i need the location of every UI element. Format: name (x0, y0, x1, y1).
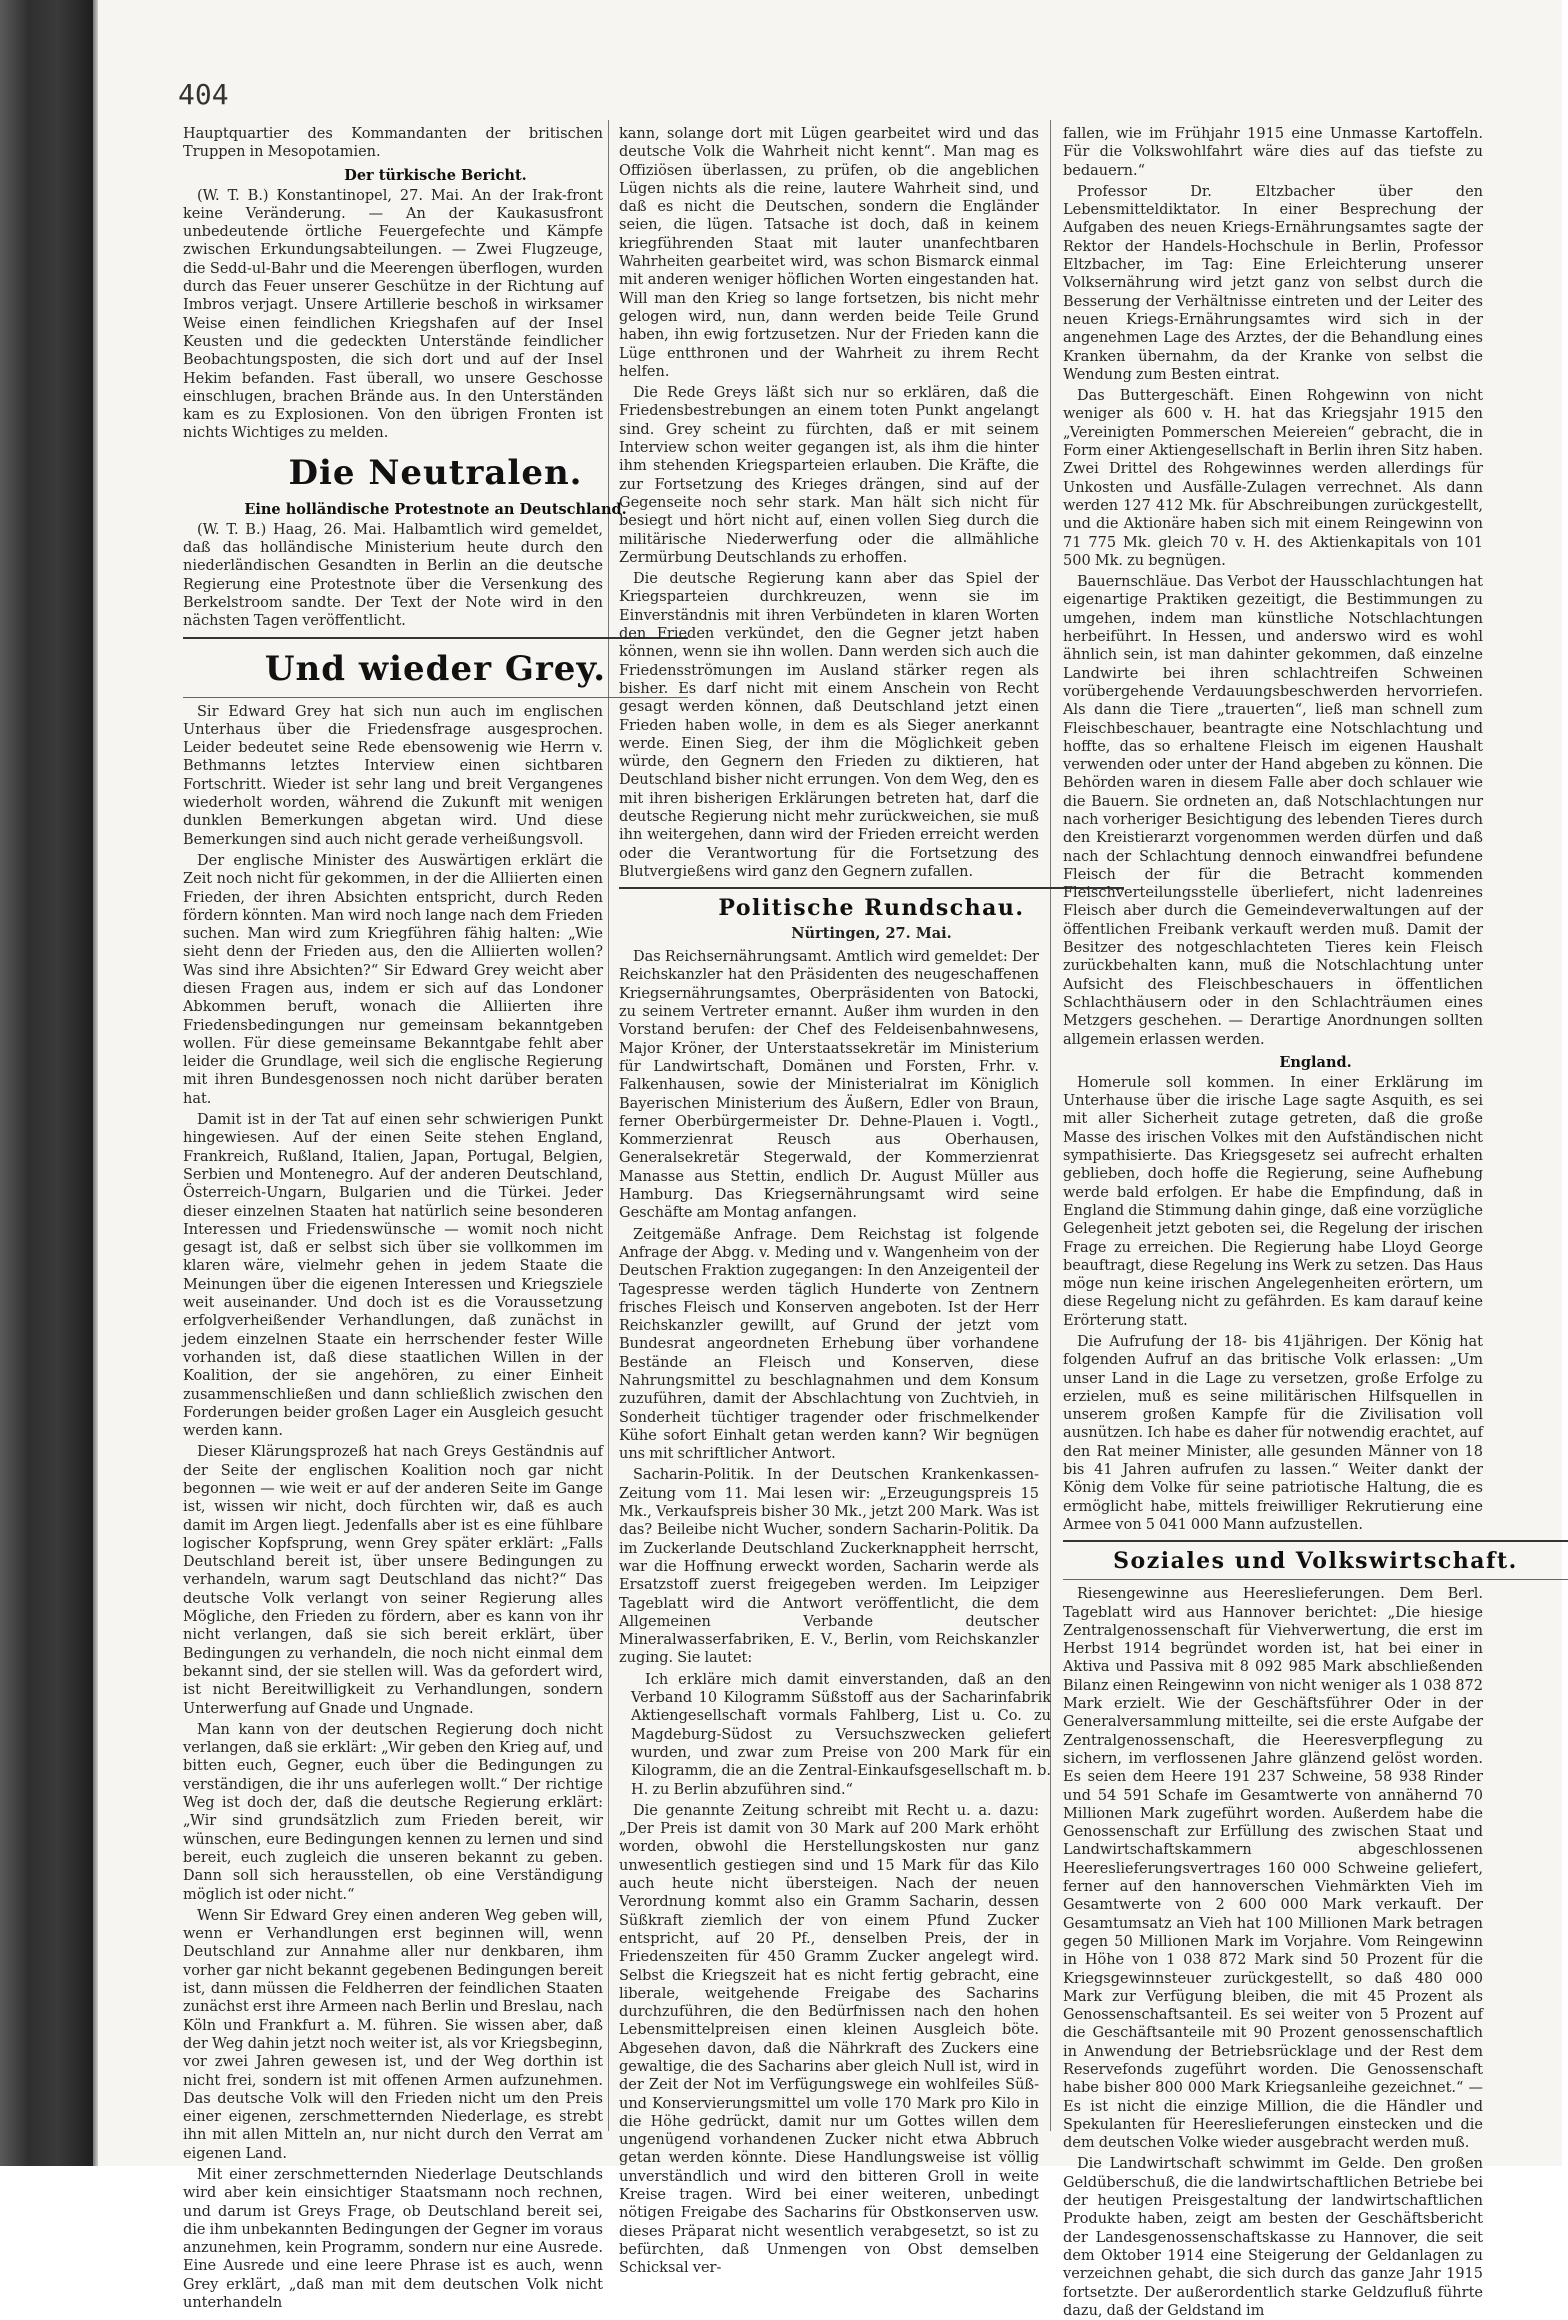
article-paragraph: (W. T. B.) Haag, 26. Mai. Halbamtlich wird gemeldet, daß das holländische Ministerium heute durch den niederländischen Gesandten in Berlin an die deutsche Regierung eine Protestnote über die Versenkung des Berkelstroom sandte. Der Text der Note wird in den nächsten Tagen veröffentlicht. (183, 521, 603, 630)
separator (1063, 1579, 1568, 1580)
column-1 (183, 125, 688, 2312)
quoted-text: Ich erkläre mich damit einverstanden, daß an den Verband 10 Kilogramm Süßstoff aus der Sacharinfabrik Aktiengesellschaft vormals Fahlberg, List u. Co. zu Magdeburg-Südost zu Versuchszwecken geliefert wurden, und zwar zum Preise von 200 Mark für ein Kilogramm, die an die Zentral-Einkaufsgesellschaft m. b. H. zu Berlin abzuführen sind.“ (631, 1671, 1051, 1798)
news-item: Die Aufrufung der 18- bis 41jährigen. Der König hat folgenden Aufruf an das britische Volk erlassen: „Um unser Land in die Lage zu versetzen, große Erfolge zu erzielen, muß es seine militärischen Hilfsquellen in unserem großen Kampfe für die Zivilisation voll ausnützen. Ich habe es daher für notwendig erachtet, auf den Rat meiner Minister, alle gesunden Männer von 18 bis 41 Jahren aufrufen zu lassen.“ Weiter dankt der König dem Volke für seine patriotische Haltung, die es ermöglicht habe, mittels freiwilliger Rekrutierung eine Armee von 5 041 000 Mann aufzustellen. (1063, 1334, 1483, 1533)
page-number: 404 (178, 78, 229, 111)
article-continuation: fallen, wie im Frühjahr 1915 eine Unmasse Kartoffeln. Für die Volkswohlfahrt wäre dies auf das tiefste zu bedauern.“ (1063, 126, 1483, 179)
news-item: Riesengewinne aus Heereslieferungen. Dem Berl. Tageblatt wird aus Hannover berichtet: „Die hiesige Zentralgenossenschaft für Viehverwertung, die erst im Herbst 1914 begründet worden ist, hat bei einer in Aktiva und Passiva mit 8 092 985 Mark abschließenden Bilanz einen Reingewinn von nicht weniger als 1 038 872 Mark erzielt. Wie der Geschäftsführer Oder in der Generalversammlung mitteilte, sei die erste Aufgabe der Zentralgenossenschaft, die Heeresverpflegung zu sichern, im verflossenen Jahre glänzend gelöst worden. Es seien dem Heere 191 237 Schweine, 58 938 Rinder und 54 591 Schafe im Gesamtwerte von annähernd 70 Millionen Mark zugeführt worden. Außerdem habe die Genossenschaft zur Erfüllung des zwischen Staat und Landwirtschaftskammern abgeschlossenen Heereslieferungsvertrages 160 000 Schweine geliefert, ferner auf den hannoverschen Viehmärkten Vieh im Gesamtwerte von 2 600 000 Mark verkauft. Der Gesamtumsatz an Vieh hat 100 Millionen Mark betragen gegen 50 Millionen Mark im Vorjahre. Vom Reingewinn in Höhe von 1 038 872 Mark sind 50 Prozent für die Kriegsgewinnsteuer zurückgestellt, so daß 480 000 Mark zur Verfügung bleiben, die mit 45 Prozent als Genossenschaftsanteil. Es sei weiter von 5 Prozent auf die Geschäftsanteile mit 90 Prozent genossenschaftlich in Anwendung der Betriebsrücklage und der Rest dem Reservefonds zugeführt worden. Die Genossenschaft habe bisher 800 000 Mark Kriegsanleihe gezeichnet.“ — Es ist nicht die einzige Million, die die Händler und Spekulanten für Heereslieferungen einstecken und die dem deutschen Volke wieder ausgebracht werden muß. (1063, 1586, 1483, 2152)
news-item: Sacharin-Politik. In der Deutschen Krankenkassen-Zeitung vom 11. Mai lesen wir: „Erzeugungspreis 15 Mk., Verkaufspreis bisher 30 Mk., jetzt 200 Mark. Was ist das? Beileibe nicht Wucher, sondern Sacharin-Politik. Da im Zuckerlande Deutschland Zuckerknappheit herrscht, war die Hoffnung erweckt worden, Sacharin werde als Ersatzstoff zuerst freigegeben werden. Im Leipziger Tageblatt wird die Antwort veröffentlicht, die dem Allgemeinen Verbande deutscher Mineralwasserfabriken, E. V., Berlin, vom Reichskanzler zuging. Sie lautet: (619, 1467, 1039, 1667)
section-subheading: Eine holländische Protestnote an Deutschland. (244, 500, 627, 518)
article-headline: Und wieder Grey. (264, 648, 607, 689)
news-item: Professor Dr. Eltzbacher über den Lebensmitteldiktator. In einer Besprechung der Aufgaben des neuen Kriegs-Ernährungsamtes sagte der Rektor der Handels-Hochschule in Berlin, Professor Eltzbacher, im Tag: Eine Erleichterung unserer Volksernährung wird jetzt ganz von selbst durch die Besserung der Verhältnisse eintreten und der Leiter des neuen Kriegs-Ernährungsamtes wird sich in der angenehmen Lage des Arztes, der die Behandlung eines Kranken übernahm, da der Kranke von selbst die Wendung zum Besten eintrat. (1063, 183, 1483, 383)
section-subheading: England. (1279, 1053, 1352, 1071)
article-paragraph: Mit einer zerschmetternden Niederlage Deutschlands wird aber kein einsichtiger Staatsmann noch rechnen, und darum ist Greys Frage, ob Deutschland bereit sei, die ihm unbekannten Bedingungen der Gegner im voraus anzunehmen, kein Programm, sondern nur eine Ausrede. Eine Ausrede und eine leere Phrase ist es auch, wenn Grey erklärt, „daß man mit dem deutschen Volk nicht unterhandeln (183, 2166, 603, 2312)
article-continuation: kann, solange dort mit Lügen gearbeitet wird und das deutsche Volk die Wahrheit nicht kennt“. Man mag es Offiziösen überlassen, zu prüfen, ob die angeblichen Lügen nichts als die reine, lautere Wahrheit sind, und daß es nicht die Deutschen, sondern die Engländer seien, die lügen. Tatsache ist doch, daß in keinem kriegführenden Staat mit lauter unanfechtbaren Wahrheiten gearbeitet wird, was schon Bismarck einmal mit anderen weniger höflichen Worten eingestanden hat. Will man den Krieg so lange fortsetzen, bis nicht mehr gelogen wird, nun, dann werden beide Teile Grund haben, ihn ewig fortzusetzen. Nur der Frieden kann die Lüge entthronen und der Wahrheit zu ihrem Recht helfen. (619, 126, 1039, 380)
dateline: Nürtingen, 27. Mai. (791, 925, 952, 943)
section-subheading: Der türkische Bericht. (344, 166, 527, 184)
column-2 (619, 125, 1124, 2277)
article-paragraph: Wenn Sir Edward Grey einen anderen Weg geben will, wenn er Verhandlungen erst beginnen will, wenn Deutschland zur Annahme aller nur denkbaren, ihm vorher gar nicht bekannt gegebenen Bedingungen bereit ist, dann müssen die Feldherren der feindlichen Staaten zunächst erst ihre Armeen nach Berlin und Breslau, nach Köln und Frankfurt a. M. führen. Sie wissen aber, daß der Weg dahin jetzt noch weiter ist, als vor Kriegsbeginn, vor zwei Jahren gewesen ist, und der Weg dorthin ist nicht frei, sondern ist mit offenen Armen aufzunehmen. Das deutsche Volk will den Frieden nicht um den Preis einer eigenen, zerschmetternden Niederlage, es strebt ihn mit allen Mitteln an, nur nicht durch den Verrat am eigenen Land. (183, 1907, 603, 2162)
news-item: Das Buttergeschäft. Einen Rohgewinn von nicht weniger als 600 v. H. hat das Kriegsjahr 1915 den „Vereinigten Pommerschen Meiereien“ gebracht, die in Form einer Aktiengesellschaft in Berlin ihren Sitz haben. Zwei Drittel des Rohgewinnes werden allerdings für Unkosten und Ausfälle-Zulagen verrechnet. Als dann werden 127 412 Mk. für Abschreibungen zurückgestellt, und die Aktionäre haben sich mit einem Reingewinn von 71 775 Mk. gleich 70 v. H. des Aktienkapitals von 101 500 Mk. zu begnügen. (1063, 388, 1483, 569)
article-paragraph: Die Rede Greys läßt sich nur so erklären, daß die Friedensbestrebungen an einem toten Punkt angelangt sind. Grey scheint zu fürchten, daß er mit seinem Interview schon weiter gegangen ist, als ihm die hinter ihm stehenden Kriegsparteien erlauben. Die Kräfte, die zur Fortsetzung des Krieges drängen, sind auf der Gegenseite noch sehr stark. Man hält sich nicht für besiegt und hört nicht auf, einen vollen Sieg durch die militärische Niederwerfung oder die allmähliche Zermürbung Deutschlands zu erhoffen. (619, 385, 1039, 566)
news-item: Die Landwirtschaft schwimmt im Gelde. Den großen Geldüberschuß, die die landwirtschaftlichen Betriebe bei der heutigen Preisgestaltung der landwirtschaftlichen Produkte haben, zeigt am besten der Geschäftsbericht der Landesgenossenschaftskasse zu Hannover, die seit dem Oktober 1914 eine Steigerung der Geldanlagen zu verzeichnen gehabt, die sich durch das ganze Jahr 1915 fortsetzte. Der außerordentlich starke Geldzufluß führte dazu, daß der Geldstand im (1063, 2156, 1483, 2319)
separator (183, 697, 688, 698)
section-heading: Politische Rundschau. (718, 895, 1025, 922)
article-paragraph: Die genannte Zeitung schreibt mit Recht u. a. dazu: „Der Preis ist damit von 30 Mark auf 200 Mark erhöht worden, obwohl die Herstellungskosten nur ganz unwesentlich gestiegen sind und 15 Mark für das Kilo auch heute nicht übersteigen. Nach der neuen Verordnung kommt also ein Gramm Sacharin, dessen Süßkraft ziemlich der von einem Pfund Zucker entspricht, auf 20 Pf., denselben Preis, der in Friedenszeiten für 450 Gramm Zucker angelegt wird. Selbst die Kriegszeit hat es nicht fertig gebracht, eine liberale, weitgehende Freigabe des Sacharins durchzuführen, die den Bedürfnissen nach den hohen Lebensmittelpreisen einen kleinen Ausgleich böte. Abgesehen davon, daß die Nährkraft des Zuckers eine gewaltige, die des Sacharins aber gleich Null ist, wird in der Zeit der Not im Verfügungswege ein wohlfeiles Süß- und Konservierungsmittel um volle 170 Mark pro Kilo in die Höhe gedrückt, damit nur um Gottes willen dem ungenügend vorhandenen Zucker nicht etwa Abbruch getan werden könnte. Diese Handlungsweise ist völlig unverständlich und wird den bitteren Groll in weite Kreise tragen. Wird bei einer weiteren, unbedingt nötigen Freigabe des Sacharins für Obstkonserven usw. dieses Präparat nicht wesentlich verabgesetzt, so ist zu befürchten, daß Unmengen von Obst demselben Schicksal ver- (619, 1802, 1039, 2277)
section-heading: Die Neutralen. (288, 452, 583, 493)
column-3 (1063, 125, 1568, 2319)
article-paragraph: (W. T. B.) Konstantinopel, 27. Mai. An der Irak-front keine Veränderung. — An der Kaukasusfront unbedeutende örtliche Feuergefechte und Kämpfe zwischen Erkundungsabteilungen. — Zwei Flugzeuge, die Sedd-ul-Bahr und die Meerengen überflogen, wurden durch das Feuer unserer Geschütze in der Richtung auf Imbros verjagt. Unsere Artillerie beschoß in wirksamer Weise einen feindlichen Kriegshafen auf der Insel Keusten und die gedeckten Unterstände feindlicher Beobachtungsposten, die sich dort und auf der Insel Hekim befanden. Fast überall, wo unsere Geschosse einschlugen, brachen Brände aus. In den Unterständen kam es zu Explosionen. Von den übrigen Fronten ist nichts Wichtiges zu melden. (183, 187, 603, 442)
article-paragraph: Die deutsche Regierung kann aber das Spiel der Kriegsparteien durchkreuzen, wenn sie im Einverständnis mit ihren Verbündeten in klaren Worten den Frieden verkündet, den die Gegner jetzt haben können, wenn sie ihn wollen. Dann werden sich auch die Friedensströmungen im Ausland stärker regen als bisher. Es darf nicht mit einem Anschein von Recht gesagt werden können, daß Deutschland jetzt einen Frieden haben wolle, in dem es als Sieger anerkannt werde. Einen Sieg, der ihm die Möglichkeit geben würde, den Gegnern den Frieden zu diktieren, hat Deutschland bisher nicht errungen. Von dem Weg, den es mit ihren bisherigen Erklärungen betreten hat, darf die deutsche Regierung nicht mehr zurückweichen, sie muß ihn weitergehen, dann wird der Frieden erreicht werden oder die Verantwortung für die Fortsetzung des Blutvergießens wird ganz den Gegnern zufallen. (619, 571, 1039, 880)
article-paragraph: Sir Edward Grey hat sich nun auch im englischen Unterhaus über die Friedensfrage ausgesprochen. Leider bedeutet seine Rede ebensowenig wie Herrn v. Bethmanns letztes Interview einen sichtbaren Fortschritt. Wieder ist sehr lang und breit Vergangenes wiederholt worden, während die Zukunft mit wenigen dunklen Bemerkungen abgetan wird. Und diese Bemerkungen sind auch nicht gerade verheißungsvoll. (183, 703, 603, 848)
article-paragraph: Der englische Minister des Auswärtigen erklärt die Zeit noch nicht für gekommen, in der die Alliierten einen Frieden, der ihren Absichten entspricht, durch Reden fördern könnten. Man wird noch lange nach dem Frieden suchen. Man wird zum Kriegführen fähig halten: „Wie sieht denn der Frieden aus, den die Alliierten wollen? Was sind ihre Absichten?“ Sir Edward Grey weicht aber diesen Fragen aus, indem er sich auf das Londoner Abkommen beruft, wonach die Alliierten ihre Friedensbedingungen nur gemeinsam bekanntgeben wollen. Für diese gemeinsame Bekanntgabe fehlt aber leider die Grundlage, weil sich die englische Regierung mit ihren Bundesgenossen noch nicht darüber beraten hat. (183, 852, 603, 1107)
news-item: Bauernschläue. Das Verbot der Hausschlachtungen hat eigenartige Praktiken gezeitigt, die Bestimmungen zu umgehen, indem man künstliche Notschlachtungen herbeiführt. In Hessen, und anderswo wird es wohl ähnlich sein, ist man dahinter gekommen, daß einzelne Landwirte bei ihren schlachtreifen Schweinen vorübergehende Verdauungsbeschwerden hervorriefen. Als dann die Tiere „trauerten“, ließ man schnell zum Fleischbeschauer, beantragte eine Notschlachtung und hoffte, das so erhaltene Fleisch im eigenen Haushalt verwenden oder unter der Hand abgeben zu können. Die Behörden waren in diesem Falle aber doch schlauer wie die Bauern. Sie ordneten an, daß Notschlachtungen nur nach vorheriger Besichtigung des lebenden Tieres durch den Kreistierarzt vorgenommen werden dürfen und daß nach der Schlachtung dennoch einwandfrei befundene Fleisch der für die Betracht kommenden Fleischverteilungsstelle überliefert, nicht ladenreines Fleisch aber durch die Gemeindeverwaltungen auf der öffentlichen Freibank verkauft werden muß. Damit der Besitzer des notgeschlachteten Tieres kein Fleisch zurückbehalten kann, muß die Notschlachtung unter Aufsicht des Fleischbeschauers in öffentlichen Schlachthäusern oder in den Schlachträumen eines Metzgers geschehen. — Derartige Anordnungen sollten allgemein erlassen werden. (1063, 574, 1483, 1048)
article-continuation: Hauptquartier des Kommandanten der britischen Truppen in Mesopotamien. (183, 126, 603, 161)
book-binding (0, 0, 95, 2166)
separator (183, 637, 688, 639)
news-item: Das Reichsernährungsamt. Amtlich wird gemeldet: Der Reichskanzler hat den Präsidenten des neugeschaffenen Kriegsernährungsamtes, Oberpräsidenten von Batocki, zu seinem Vertreter ernannt. Außer ihm wurden in den Vorstand berufen: der Chef des Feldeisenbahnwesens, Major Kröner, der Unterstaatssekretär im Ministerium für Landwirtschaft, Domänen und Forsten, Frhr. v. Falkenhausen, sowie der Ministerialrat im Königlich Bayerischen Ministerium des Äußern, Edler von Braun, ferner Oberbürgermeister Dr. Dehne-Plauen i. Vogtl., Kommerzienrat Reusch aus Oberhausen, Generalsekretär Stegerwald, der Kommerzienrat Manasse aus Stettin, endlich Dr. August Müller aus Hamburg. Das Kriegsernährungsamt wird seine Geschäfte am Montag anfangen. (619, 949, 1039, 1222)
separator (1063, 1540, 1568, 1542)
article-paragraph: Dieser Klärungsprozeß hat nach Greys Geständnis auf der Seite der englischen Koalition noch gar nicht begonnen — wie weit er auf der anderen Seite im Gange ist, wissen wir nicht, doch fürchten wir, daß es auch damit im Argen liegt. Jedenfalls aber ist es eine fühlbare logischer Kopfsprung, wenn Grey später erklärt: „Falls Deutschland bereit ist, über unsere Bedingungen zu verhandeln, warum sagt Deutschland das nicht?“ Das deutsche Volk verlangt von seiner Regierung alles Mögliche, den Frieden zu fördern, aber es kann von ihr nicht verlangen, daß sie sich bereit erklärt, über Bedingungen zu verhandeln, die noch nicht einmal dem bekannt sind, der sie stellen will. Was da gefordert wird, ist nicht Bereitwilligkeit zu Verhandlungen, sondern Unterwerfung auf Gnade und Ungnade. (183, 1444, 603, 1717)
article-paragraph: Damit ist in der Tat auf einen sehr schwierigen Punkt hingewiesen. Auf der einen Seite stehen England, Frankreich, Rußland, Italien, Japan, Portugal, Belgien, Serbien und Montenegro. Auf der anderen Deutschland, Österreich-Ungarn, Bulgarien und die Türkei. Jeder dieser einzelnen Staaten hat natürlich seine besonderen Interessen und Friedenswünsche — womit noch nicht gesagt ist, daß er selbst sich über sie vollkommen im klaren wäre, vielmehr gehen in jedem Staate die Meinungen über die eigenen Interessen und Kriegsziele weit auseinander. Und doch ist es die Voraussetzung erfolgverheißender Verhandlungen, daß zunächst in jedem einzelnen Staate ein herrschender fester Wille vorhanden ist, daß diese staatlichen Willen in der Koalition, der sie angehören, zu einer Einheit zusammenschließen und dann schließlich zwischen den Forderungen beider großen Lager ein Ausgleich gesucht werden kann. (183, 1112, 603, 1440)
article-paragraph: Man kann von der deutschen Regierung doch nicht verlangen, daß sie erklärt: „Wir geben den Krieg auf, und bitten euch, Gegner, euch über die Bedingungen zu verständigen, die ihr uns auferlegen wollt.“ Der richtige Weg ist doch der, daß die deutsche Regierung erklärt: „Wir sind grundsätzlich zum Frieden bereit, wir wünschen, eure Bedingungen kennen zu lernen und sind bereit, euch zugleich die unseren bekannt zu geben. Dann soll sich herausstellen, ob eine Verständigung möglich ist oder nicht.“ (183, 1721, 603, 1903)
news-item: Zeitgemäße Anfrage. Dem Reichstag ist folgende Anfrage der Abgg. v. Meding und v. Wangenheim von der Deutschen Fraktion zugegangen: In den Anzeigenteil der Tagespresse werden täglich Hunderte von Zentnern frisches Fleisch und Konserven angeboten. Ist der Herr Reichskanzler gewillt, auf Grund der jetzt vom Bundesrat angeordneten Erhebung über vorhandene Bestände an Fleisch und Konserven, diese Nahrungsmittel zu beschlagnahmen und dem Konsum zuzuführen, damit der Abschlachtung von Zuchtvieh, in Sonderheit tüchtiger tragender oder frischmelkender Kühe sofort Einhalt getan werden kann? Wir begnügen uns mit schriftlicher Antwort. (619, 1226, 1039, 1463)
separator (619, 887, 1124, 889)
section-heading: Soziales und Volkswirtschaft. (1113, 1548, 1518, 1575)
newspaper-page (98, 0, 1562, 2319)
news-item: Homerule soll kommen. In einer Erklärung im Unterhause über die irische Lage sagte Asquith, es sei mit aller Sicherheit zutage getreten, daß die große Masse des irischen Volkes mit den Aufständischen nicht sympathisierte. Das Kriegsgesetz sei aufrecht erhalten geblieben, doch hoffe die Regierung, seine Aufhebung werde bald erfolgen. Er habe die Empfindung, daß in England die Stimmung dahin ginge, daß eine vorzügliche Gelegenheit jetzt geboten sei, die Regelung der irischen Frage zu erreichen. Die Regierung habe Lloyd George beauftragt, diese Regelung ins Werk zu setzen. Das Haus möge nun keine irischen Angelegenheiten erörtern, um diese Regelung nicht zu gefährden. Es kam darauf keine Erörterung statt. (1063, 1074, 1483, 1329)
